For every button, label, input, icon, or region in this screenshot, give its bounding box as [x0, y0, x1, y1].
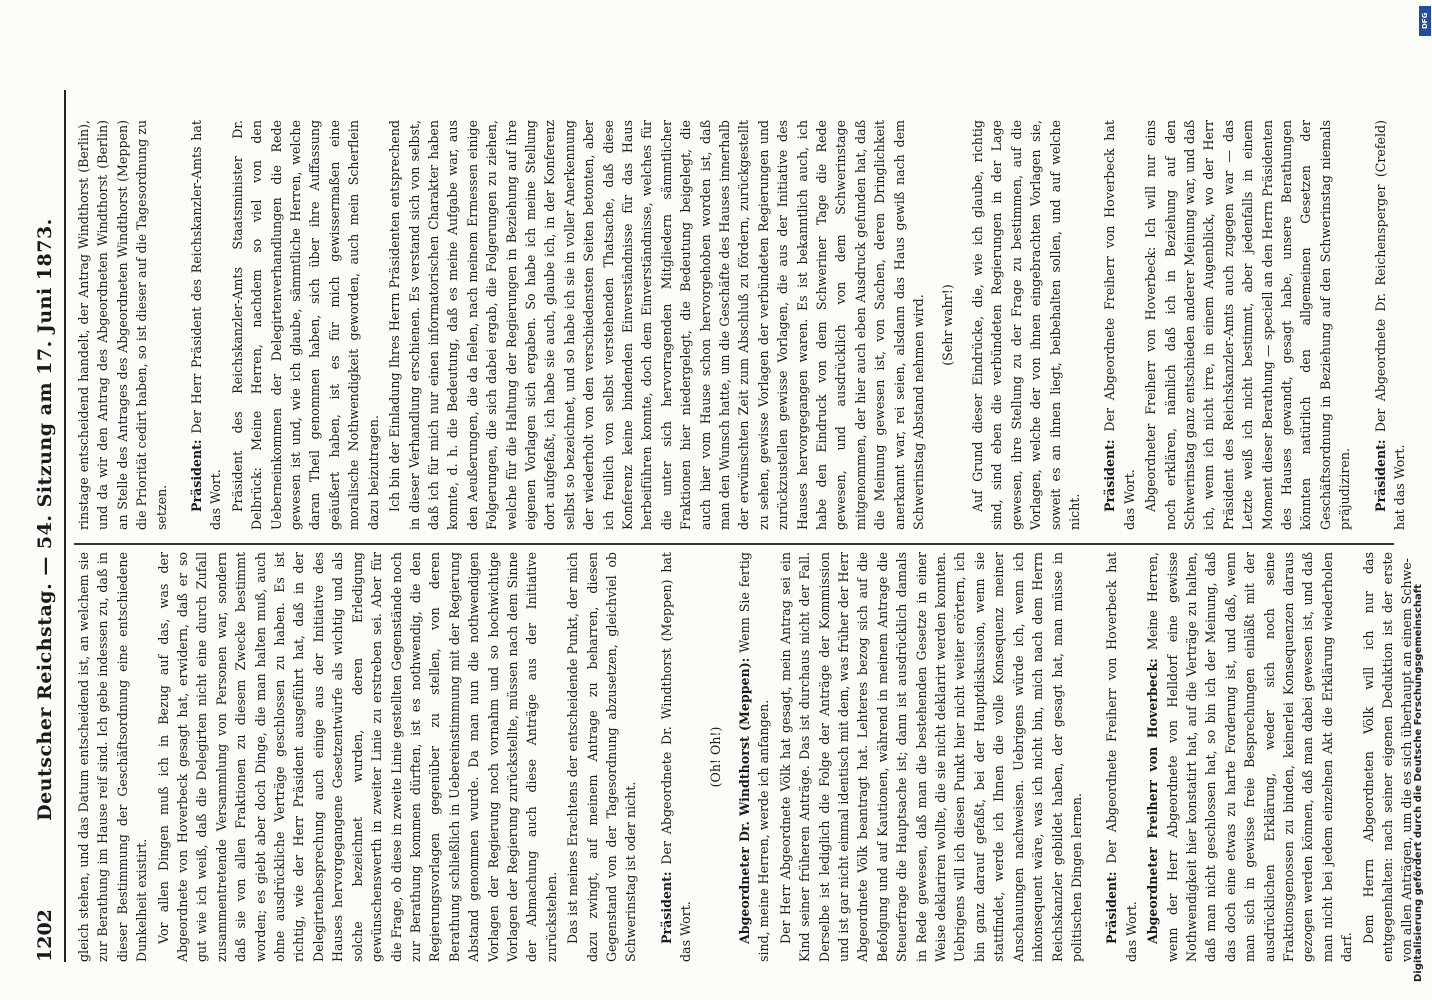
paragraph-text: Vor allen Dingen muß ich in Bezug auf das, was der Abgeordnete von Hoverbeck gesagt hat, erwidern, daß er so gut wie ich weiß, daß die Delegirten nicht eine durch Zufall zusammentretende Versammlung von Personen war, sondern daß sie von allen Fraktionen zu diesem Zwecke bestimmt worden; es giebt aber doch Dinge, die man halten muß, auch ohne ausdrückliche Verträge geschlossen zu haben. Es ist richtig, wie der Herr Präsident ausgeführt hat, daß in der Delegirtenbesprechung auch einige aus der Initiative des Hauses hervorgegangene Gesetzentwürfe als wichtig und als solche bezeichnet wurden, deren Erledigung gewünschenswerth in zweiter Linie zu erstreben sei. Aber für die Frage, ob diese in zweite Linie gestellten Gegenstände noch zur Berathung kommen dürften, ist es nothwendig, die den Regierungsvorlagen gegenüber zu stellen, von deren Berathung schließlich in Uebereinstimmung mit der Regierung Abstand genommen wurde. Da man nun die nothwendigen Vorlagen der Regierung noch vornahm und so hochwichtige Vorlagen der Regierung zurückstellte, müssen nach dem Sinne der Abmachung auch diese Anträge aus der Initiative zurückstehen. — [155, 552, 559, 962]
paragraph — [1143, 552, 1356, 962]
paragraph-text: Meine Herren, wenn der Herr Abgeordnete von Helldorf eine gewisse Nothwendigkeit hier konstatirt hat, auf die Verträge zu halten, daß man nicht geschlossen hat, so bin ich der Meinung, daß das doch eine etwas zu harte Forderung ist, und daß, wenn man sich in gewisse freie Besprechungen einläßt mit der ausdrücklichen Erklärung, weder sich noch seine Fraktionsgenossen zu binden, keinerlei Konsequenzen daraus gezogen werden können, daß man dabei gewesen ist, und daß man nicht bei jedem einzelnen Akt die Erklärung wiederholen darf. — [1145, 552, 1355, 962]
page-title: Deutscher Reichstag. — 54. Sitzung am 17. Juni 1873. — [34, 218, 56, 821]
paragraph-text: rinstage entscheidend handelt, der Antrag Windthorst (Berlin), und da wir den Antrag des Abgeordneten Windthorst (Berlin) an Stelle des Antrages des Abgeordneten Windthorst (Meppen) die Priorität cedirt haben, so ist dieser auf die Tagesordnung zu setzen. — [76, 120, 169, 530]
header-rule — [64, 90, 66, 962]
paragraph — [1141, 120, 1354, 530]
paragraph-text: Wenn Sie fertig sind, meine Herren, werde ich anfangen. — [737, 552, 772, 962]
paragraph — [776, 552, 1087, 962]
dfg-logo: DFG — [1419, 6, 1431, 36]
paragraph-spacer — [173, 120, 187, 530]
paragraph — [1100, 120, 1139, 530]
paragraph-spacer — [643, 552, 657, 962]
paragraph-text: Auf Grund dieser Eindrücke, die, wie ich glaube, richtig sind, sind eben die verbündeten Regierungen in der Lage gewesen, ihre Stellung zu der Frage zu bestimmen, auf die Vorlagen, welche der von ihnen eingebrachten Vorlagen sie, soweit es an ihnen liegt, beibehalten sollen, und auf welche nicht. — [969, 120, 1082, 530]
speaker-label: Abgeordneter Freiherr von Hoverbeck: — [1145, 658, 1161, 944]
paragraph-text: Der Abgeordnete Dr. Reichensperger (Crefeld) hat das Wort. — [1372, 120, 1407, 530]
paragraph — [938, 120, 957, 530]
paragraph — [706, 552, 725, 962]
speaker-label: Abgeordneter Dr. Windthorst (Meppen): — [737, 657, 752, 944]
paragraph-text: Präsident des Reichskanzler-Amts Staatsminister Dr. Delbrück: Meine Herren, nachdem so viel von den Ueberneinkommen der Delegirtenverhandlungen die Rede gewesen ist und, wie ich glaube, sämmtliche Herren, welche daran Theil genommen haben, sich über ihre Auffassung geäußert haben, ist es für mich gewissermaßen eine moralische Nothwendigkeit geworden, auch mein Scherflein dazu beizutragen. — [229, 120, 381, 530]
paragraph — [74, 120, 171, 530]
paragraph-text: Das ist meines Erachtens der entscheidende Punkt, der mich dazu zwingt, auf meinem Antrage zu beharren, diesen Gegenstand von der Tagesordnung abzusetzen, gleichviel ob Schwerinstag ist oder nicht. — [565, 552, 639, 962]
paragraph-text: (Sehr wahr!) — [940, 284, 956, 366]
dfg-funding-notice: Digitalisierung gefördert durch die Deutsche Forschungsgemeinschaft — [1413, 584, 1424, 982]
paragraph-text: Der Abgeordnete Freiherr von Hoverbeck hat das Wort. — [1102, 120, 1137, 530]
paragraph — [187, 120, 226, 530]
paragraph — [1359, 552, 1417, 962]
column-divider — [74, 544, 1394, 546]
paragraph-text: Abgeordneter Freiherr von Hoverbeck: Ich will nur eins noch erklären, nämlich daß ich in Beziehung auf den Schwerinstag ganz entschieden anderer Meinung war, und daß ich, wenn ich nicht irre, in einem Augenblick, wo der Herr Präsident des Reichskanzler-Amts auch zugegen war — das Letzte weiß ich nicht bestimmt, aber jedenfalls in einem Moment dieser Berathung — speciell an den Herrn Präsidenten des Hauses gewandt, gesagt habe, unsere Berathungen könnten natürlich den allgemeinen Gesetzen der Geschäftsordnung in Beziehung auf den Schwerinstag niemals präjudiziren. — [1143, 120, 1353, 530]
speaker-label: Präsident: — [1104, 871, 1120, 944]
paragraph — [154, 552, 562, 962]
dfg-sidebar — [1413, 6, 1431, 994]
paragraph-text: Der Herr Abgeordnete Völk hat gesagt, mein Antrag sei ein Kind seiner früheren Anträge. Das ist durchaus nicht der Fall. Derselbe ist lediglich die Folge der Anträge der Kommission und ist gar nicht einmal identisch mit dem, was früher der Herr Abgeordnete Völk beantragt hat. Lehteres bezog sich auf die Befolgung und auf Kautionen, während in meinem Antrage die Steuerfrage die Hauptsache ist; dann ist ausdrücklich damals in Rede gewesen, daß man die bestehenden Gesetze in einer Weise deklariren wollte, die sie nicht deklarirt werden konnten. Uebrigens will ich diesen Punkt hier nicht weiter erörtern, ich bin ganz darauf gefaßt, bei der Hauptdiskussion, wenn sie stattfindet, werde ich Ihnen die volle Konsequenz meiner Anschauungen nachweisen. Uebrigens würde ich, wenn ich inkonsequent wäre, was ich nicht bin, mich nach dem Herrn Reichskanzler gebildet haben, der gesagt hat, man müsse in politischen Dingen lernen. — [777, 552, 1084, 962]
paragraph-text: Der Herr Präsident des Reichskanzler-Amts hat das Wort. — [189, 120, 224, 530]
paragraph — [968, 120, 1084, 530]
paragraph — [563, 552, 641, 962]
paragraph — [735, 552, 774, 962]
paragraph — [1102, 552, 1141, 962]
speaker-label: Präsident: — [1102, 439, 1118, 512]
paragraph — [385, 120, 928, 530]
paragraph-spacer — [1088, 552, 1102, 962]
page-number: 1202 — [34, 909, 56, 962]
paragraph-text: Dem Herrn Abgeordneten Völk will ich nur das entgegenhalten: nach seiner eigenen Deduktion ist der erste von allen Anträgen, um die es sich überhaupt an einem Schwe- — [1360, 552, 1415, 962]
paragraph-text: gleich stehen, und das Datum entscheidend ist, an welchem sie zur Berathung im Hause reif sind. Ich gebe indessen zu, daß in dieser Bestimmung der Geschäftsordnung eine entschiedene Dunkelheit existirt. — [76, 552, 150, 962]
paragraph-text: Ich bin der Einladung Ihres Herrn Präsidenten entsprechend in dieser Verhandlung erschienen. Es verstand sich von selbst, daß ich für mich nur einen informatorischen Charakter haben konnte, d. h. die Bedeutung, daß es meine Aufgabe war, aus den Aeußerungen, die da fielen, nach meinem Ermessen einige Folgerungen, die sich dabei ergab, die Folgerungen zu ziehen, welche für die Haltung der Regierungen in Beziehung auf ihre eigenen Vorlagen sich ergaben. So habe ich meine Stellung dort aufgefaßt, ich habe sie auch, glaube ich, in der Konferenz selbst so bezeichnet, und so habe ich sie in voller Anerkennung der wiederholt von den verschiedensten Seiten betonten, aber ich freilich von selbst verstehenden Thatsache, daß diese Konferenz keine bindenden Einverständnisse für das Haus herbeiführen konnte, doch dem Einverständnisse, welches für die unter sich hervorragenden Mitgliedern sämmtlicher Fraktionen hier niedergelegt, die Bedeutung beigelegt, die auch hier vom Hause schon hervorgehoben worden ist, daß man den Wunsch hatte, um die Geschäfte des Hauses innerhalb der erwünschten Zeit zum Abschluß zu fördern, zurückgestellt zu sehen, gewisse Vorlagen der verbündeten Regierungen und zurückzustellen gewisse Vorlagen, die aus der Initiative des Hauses hervorgegangen waren. Es ist bekanntlich auch, ich habe den Eindruck von dem Schweriner Tage die Rede gewesen, und ausdrücklich von dem Schwerinstage mitgenommen, der hier auch eben Ausdruck gefunden hat, daß die Meinung gewesen ist, von Sachen, deren Dringlichkeit anerkannt war, rei seien, alsdann das Haus gewiß nach dem Schwerinstag Abstand nehmen wird. — [387, 120, 927, 530]
paragraph-text: (Oh! Oh!) — [707, 726, 723, 788]
paragraph-text: Der Abgeordnete Dr. Windthorst (Meppen) hat das Wort. — [658, 552, 694, 962]
paragraph — [228, 120, 383, 530]
speaker-label: Präsident: — [1372, 439, 1388, 512]
speaker-label: Präsident: — [189, 439, 205, 512]
paragraph — [1371, 120, 1410, 530]
paragraph — [657, 552, 696, 962]
paragraph-spacer — [1086, 120, 1100, 530]
paragraph — [74, 552, 152, 962]
page-header — [30, 90, 60, 962]
speaker-label: Präsident: — [658, 871, 674, 944]
paragraph-spacer — [1357, 120, 1371, 530]
right-text-column — [74, 120, 1407, 530]
left-text-column — [74, 552, 1415, 962]
paragraph-text: Der Abgeordnete Freiherr von Hoverbeck hat das Wort. — [1104, 552, 1139, 962]
